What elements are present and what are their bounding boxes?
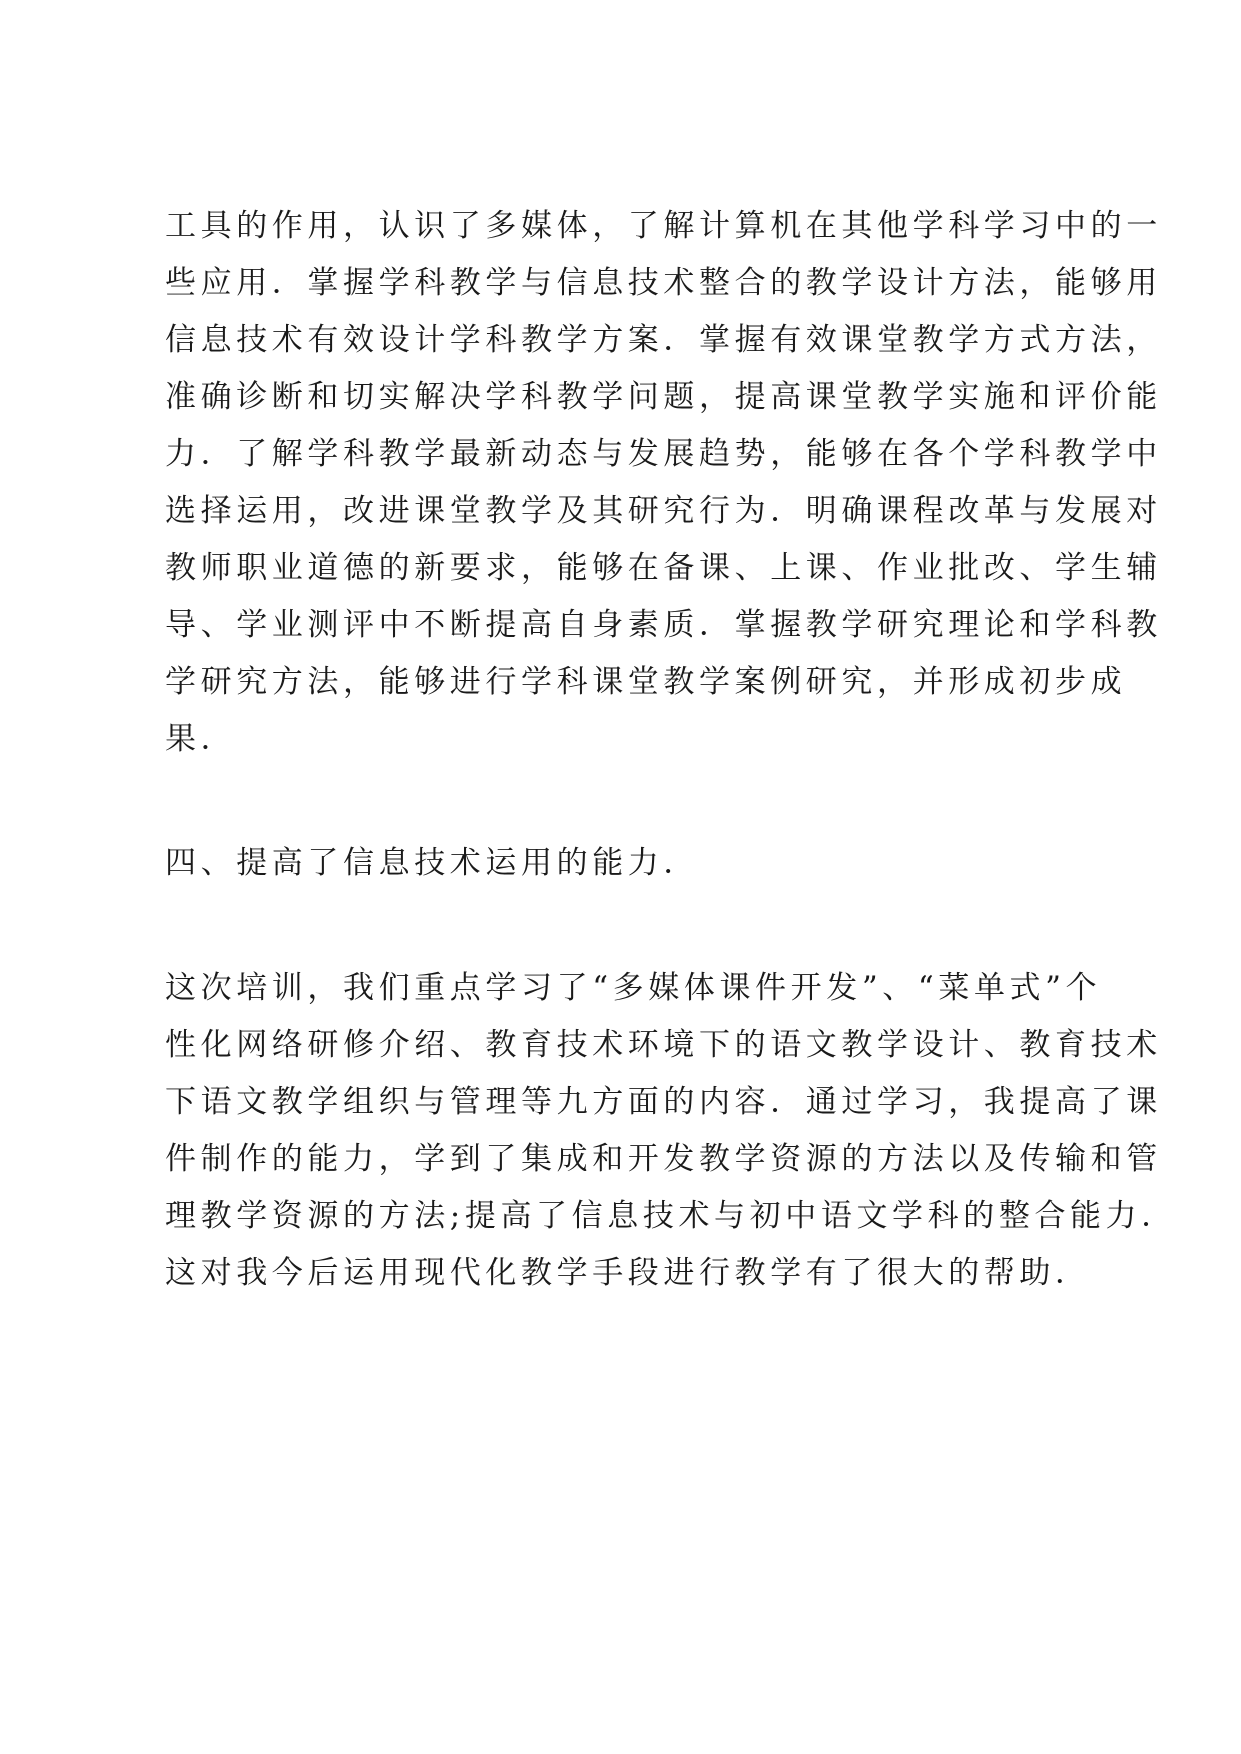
- text-line: 导、学业测评中不断提高自身素质．掌握教学研究理论和学科教: [165, 607, 1162, 643]
- text-line: 学研究方法，能够进行学科课堂教学案例研究，并形成初步成: [165, 664, 1127, 700]
- text-line: 件制作的能力，学到了集成和开发教学资源的方法以及传输和管: [165, 1141, 1162, 1177]
- text-line: 这对我今后运用现代化教学手段进行教学有了很大的帮助．: [165, 1255, 1091, 1291]
- text-line: 力．了解学科教学最新动态与发展趋势，能够在各个学科教学中: [165, 436, 1162, 472]
- text-line: 教师职业道德的新要求，能够在备课、上课、作业批改、学生辅: [165, 550, 1162, 586]
- text-line: 准确诊断和切实解决学科教学问题，提高课堂教学实施和评价能: [165, 379, 1162, 415]
- text-line: 下语文教学组织与管理等九方面的内容．通过学习，我提高了课: [165, 1084, 1162, 1120]
- text-line: 些应用．掌握学科教学与信息技术整合的教学设计方法，能够用: [165, 265, 1162, 301]
- text-line: 选择运用，改进课堂教学及其研究行为．明确课程改革与发展对: [165, 493, 1162, 529]
- text-line: 理教学资源的方法;提高了信息技术与初中语文学科的整合能力．: [165, 1198, 1177, 1234]
- text-line: 工具的作用，认识了多媒体，了解计算机在其他学科学习中的一: [165, 208, 1162, 244]
- section-heading: 四、提高了信息技术运用的能力．: [165, 845, 699, 881]
- text-line: 果．: [165, 721, 237, 757]
- text-line: 这次培训，我们重点学习了“多媒体课件开发”、“菜单式”个: [165, 970, 1102, 1006]
- text-line: 性化网络研修介绍、教育技术环境下的语文教学设计、教育技术: [165, 1027, 1162, 1063]
- text-line: 信息技术有效设计学科教学方案．掌握有效课堂教学方式方法，: [165, 322, 1162, 358]
